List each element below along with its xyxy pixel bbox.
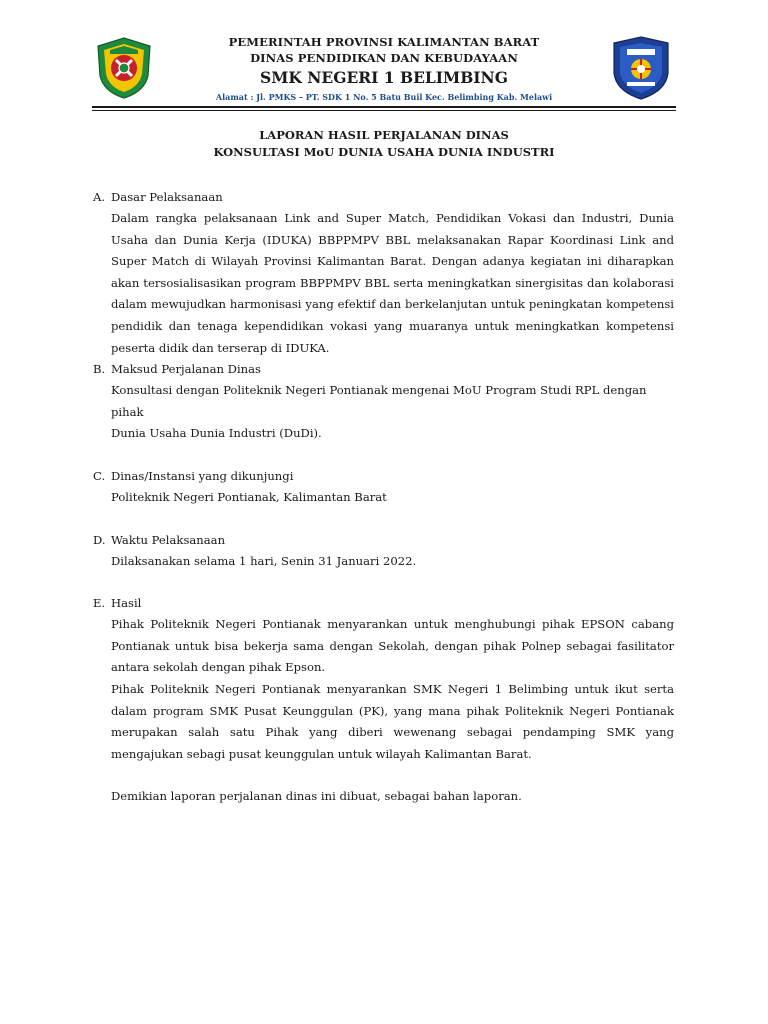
school-emblem-logo bbox=[610, 35, 672, 101]
section-b-line1: Konsultasi dengan Politeknik Negeri Pontianak mengenai MoU Program Studi RPL dengan pihak bbox=[111, 383, 647, 419]
section-d-heading bbox=[93, 530, 674, 551]
letterhead-address: Alamat : Jl. PMKS – PT. SDK 1 No. 5 Batu Buil Kec. Belimbing Kab. Melawi bbox=[215, 92, 553, 102]
letterhead bbox=[190, 34, 578, 104]
section-c-heading bbox=[93, 466, 674, 487]
section-letter: C. bbox=[93, 468, 106, 483]
letterhead-school-name: SMK NEGERI 1 BELIMBING bbox=[260, 68, 508, 87]
section-a-heading bbox=[93, 187, 674, 208]
report-title-line1: LAPORAN HASIL PERJALANAN DINAS bbox=[259, 128, 509, 142]
section-title: Maksud Perjalanan Dinas bbox=[111, 362, 262, 377]
section-d-paragraph: Dilaksanakan selama 1 hari, Senin 31 Januari 2022. bbox=[111, 553, 417, 568]
section-title: Hasil bbox=[111, 596, 142, 611]
section-title: Dasar Pelaksanaan bbox=[111, 190, 223, 204]
section-letter: E. bbox=[93, 596, 106, 611]
section-title: Dinas/Instansi yang dikunjungi bbox=[111, 468, 294, 483]
letterhead-government: PEMERINTAH PROVINSI KALIMANTAN BARAT bbox=[228, 35, 540, 49]
province-emblem-logo bbox=[94, 36, 154, 100]
section-a-paragraph: Dalam rangka pelaksanaan Link and Super Match, Pendidikan Vokasi dan Industri, Dunia Usaha dan Dunia Kerja (IDUKA) BBPPMPV BBL melaksanakan Rapar Koordinasi Link and Super Match di Wilayah Provinsi Kalimantan Barat. Dengan adanya kegiatan ini diharapkan akan tersosialisasikan program BBPPMPV BBL serta meningkatkan sinergisitas dan kolaborasi dalam mewujudkan harmonisasi yang efektif dan berkelanjutan untuk peningkatan kompetensi pendidik dan tenaga kependidikan vokasi yang muaranya untuk meningkatkan kompetensi peserta didik dan terserap di IDUKA. bbox=[111, 211, 674, 355]
letterhead-department: DINAS PENDIDIKAN DAN KEBUDAYAAN bbox=[250, 51, 518, 65]
section-letter: A. bbox=[93, 190, 106, 204]
report-title-line2: KONSULTASI MoU DUNIA USAHA DUNIA INDUSTRI bbox=[213, 145, 555, 159]
section-letter: D. bbox=[93, 532, 106, 547]
section-b-line2: Dunia Usaha Dunia Industri (DuDi). bbox=[111, 426, 322, 441]
section-title: Waktu Pelaksanaan bbox=[111, 532, 226, 547]
section-b-heading bbox=[93, 359, 674, 380]
letterhead-rule-thick bbox=[92, 106, 676, 108]
letterhead-rule-thin bbox=[92, 110, 676, 111]
section-c-paragraph: Politeknik Negeri Pontianak, Kalimantan Barat bbox=[111, 489, 387, 504]
section-letter: B. bbox=[93, 362, 106, 377]
section-e-paragraph-1: Pihak Politeknik Negeri Pontianak menyarankan untuk menghubungi pihak EPSON cabang Pontianak untuk bisa bekerja sama dengan Sekolah, dengan pihak Polnep sebagai fasilitator antara sekolah dengan pihak Epson. bbox=[111, 617, 674, 675]
closing-statement: Demikian laporan perjalanan dinas ini dibuat, sebagai bahan laporan. bbox=[111, 789, 522, 804]
report-body bbox=[93, 187, 674, 808]
report-title bbox=[92, 127, 676, 161]
section-e-heading bbox=[93, 593, 674, 614]
section-e-paragraph-2: Pihak Politeknik Negeri Pontianak menyarankan SMK Negeri 1 Belimbing untuk ikut serta dalam program SMK Pusat Keunggulan (PK), yang mana pihak Politeknik Negeri Pontianak merupakan salah satu Pihak yang diberi wewenang sebagai pendamping SMK yang mengajukan sebagi pusat keunggulan untuk wilayah Kalimantan Barat. bbox=[111, 681, 674, 761]
